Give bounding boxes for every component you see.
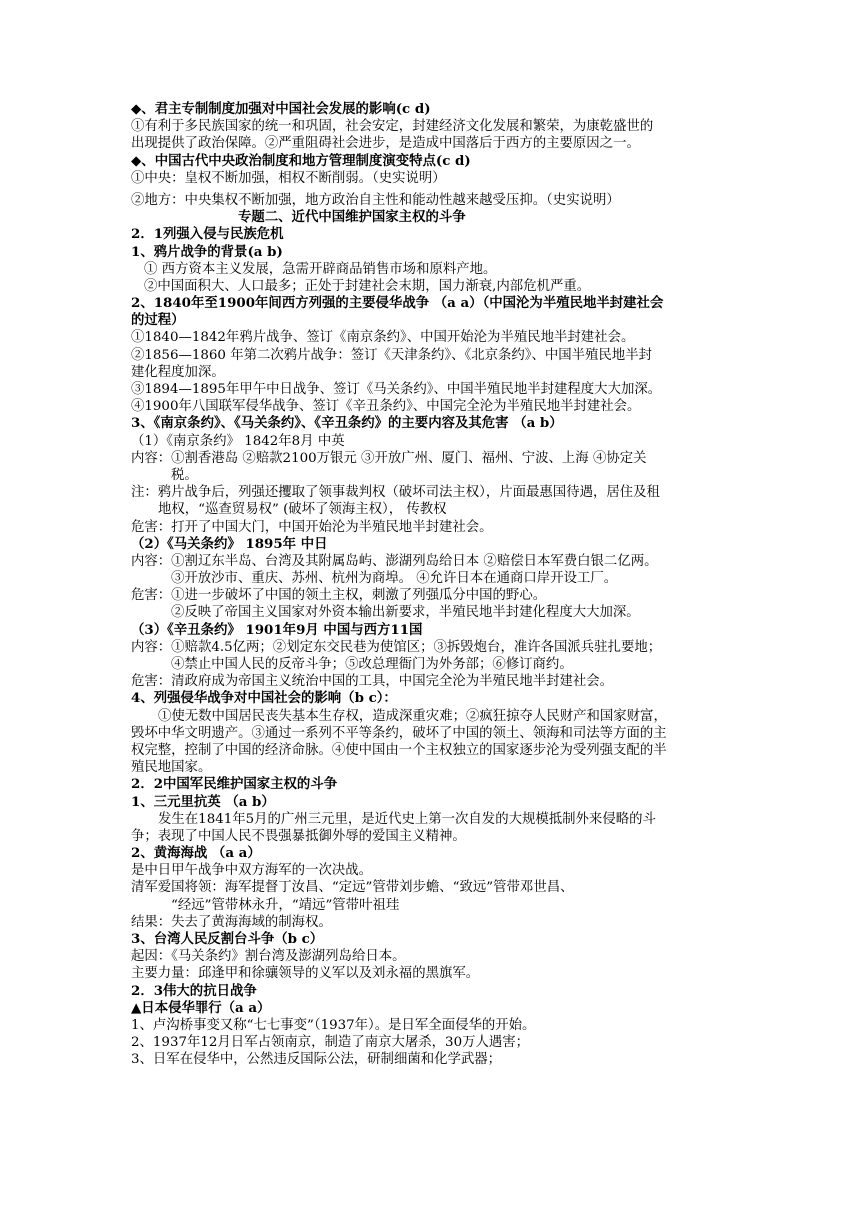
text-line: 内容：①割香港岛 ②赔款2100万银元 ③开放广州、厦门、福州、宁波、上海 ④协定关	[131, 450, 647, 466]
treaty-heading: （3）《辛丑条约》 1901年9月 中国与西方11国	[131, 621, 423, 638]
text-line: ②反映了帝国主义国家对外资本输出新要求，半殖民地半封建化程度大大加深。	[171, 605, 640, 621]
text-line: ①1840—1842年鸦片战争、签订《南京条约》、中国开始沦为半殖民地半封建社会。	[131, 330, 635, 346]
item-heading: 1、三元里抗英 （a b）	[131, 793, 275, 810]
text-line: ④1900年八国联军侵华战争、签订《辛丑条约》、中国完全沦为半殖民地半封建社会。	[131, 399, 641, 415]
item-heading: ▲日本侵华罪行（a a）	[131, 999, 271, 1016]
text-line: ④禁止中国人民的反帝斗争；⑤改总理衙门为外务部；⑥修订商约。	[171, 657, 573, 672]
text-line: 权完整，控制了中国的经济命脉。④使中国由一个主权独立的国家逐步沦为受列强支配的半	[131, 742, 667, 758]
text-line: 危害：打开了中国大门，中国开始沦为半殖民地半封建社会。	[131, 519, 493, 535]
text-line: 2、1937年12月日军占领南京，制造了南京大屠杀，30万人遇害；	[131, 1035, 530, 1051]
text-line: ②1856—1860 年第二次鸦片战争：签订《天津条约》、《北京条约》、中国半殖民地半封	[131, 347, 652, 363]
text-line: 毁坏中华文明遗产。③通过一系列不平等条约，破坏了中国的领土、领海和司法等方面的主	[131, 725, 667, 741]
text-line: 起因：《马关条约》割台湾及澎湖列岛给日本。	[131, 949, 406, 965]
text-line: 结果：失去了黄海海域的制海权。	[131, 914, 332, 930]
text-line: 发生在1841年5月的广州三元里，是近代史上第一次自发的大规模抵制外来侵略的斗	[158, 811, 656, 827]
item-heading: 2、黄海海战 （a a）	[131, 845, 261, 862]
text-line: 3、日军在侵华中，公然违反国际公法，研制细菌和化学武器；	[131, 1052, 502, 1068]
text-line: 清军爱国将领：海军提督丁汝昌、“定远”管带刘步蟾、“致远”管带邓世昌、	[131, 880, 574, 896]
text-line: 1、卢沟桥事变又称“七七事变”（1937年）。是日军全面侵华的开始。	[131, 1017, 536, 1033]
text-line: ①使无数中国居民丧失基本生存权，造成深重灾难；②疯狂掠夺人民财产和国家财富，	[158, 708, 667, 724]
subsection-heading: 2．1列强入侵与民族危机	[131, 226, 284, 243]
text-line: ③1894—1895年甲午中日战争、签订《马关条约》、中国半殖民地半封建程度大大加深。	[131, 382, 662, 397]
text-line: 殖民地国家。	[131, 760, 212, 776]
text-line: ①有利于多民族国家的统一和巩固，社会安定，封建经济文化发展和繁荣，为康乾盛世的	[131, 119, 654, 135]
subsection-heading: 2．3伟大的抗日战争	[131, 982, 257, 999]
text-line: 地权，“巡查贸易权” (破坏了领海主权）， 传教权	[158, 502, 447, 518]
text-line: 危害：清政府成为帝国主义统治中国的工具，中国完全沦为半殖民地半封建社会。	[131, 674, 614, 690]
item-heading: 4、列强侵华战争对中国社会的影响（b c）：	[131, 690, 397, 707]
text-line: 内容：①割辽东半岛、台湾及其附属岛屿、澎湖列岛给日本 ②赔偿日本军费白银二亿两。	[131, 553, 658, 569]
text-line: 主要力量：邱逢甲和徐骧领导的义军以及刘永福的黑旗军。	[131, 966, 480, 982]
text-line: ③开放沙市、重庆、苏州、杭州为商埠。 ④允许日本在通商口岸开设工厂。	[171, 571, 618, 587]
section-heading: ◆、中国古代中央政治制度和地方管理制度演变特点(c d)	[131, 152, 471, 169]
text-line: ②地方：中央集权不断加强，地方政治自主性和能动性越来越受压抑。（史实说明）	[131, 192, 620, 208]
text-line: 内容：①赔款4.5亿两；②划定东交民巷为使馆区；③拆毁炮台，准许各国派兵驻扎要地；	[131, 639, 662, 655]
topic-title: 专题二、近代中国维护国家主权的斗争	[238, 209, 466, 226]
text-line: 危害：①进一步破坏了中国的领土主权，刺激了列强瓜分中国的野心。	[131, 588, 547, 604]
treaty-heading: （2）《马关条约》 1895年 中日	[131, 535, 328, 552]
document-body	[131, 101, 733, 1069]
item-heading: 3、台湾人民反割台斗争（b c）	[131, 931, 324, 947]
item-heading: 3、《南京条约》、《马关条约》、《辛丑条约》的主要内容及其危害 （a b）	[131, 415, 563, 432]
text-line: “经远”管带林永升，“靖远”管带叶祖珪	[171, 897, 400, 913]
text-line: 是中日甲午战争中双方海军的一次决战。	[131, 863, 373, 879]
text-line: ① 西方资本主义发展，急需开辟商品销售市场和原料产地。	[144, 261, 497, 277]
text-line: 出现提供了政治保障。②严重阻碍社会进步，是造成中国落后于西方的主要原因之一。	[131, 136, 640, 152]
item-heading: 2、1840年至1900年间西方列强的主要侵华战争 （a a）（中国沦为半殖民地半封建社会	[131, 295, 664, 312]
treaty-heading: （1）《南京条约》 1842年8月 中英	[131, 433, 345, 449]
text-line: 建化程度加深。	[131, 364, 225, 380]
text-line: 注：鸦片战争后，列强还攫取了领事裁判权（破坏司法主权），片面最惠国待遇，居住及租	[131, 485, 660, 501]
text-line: ②中国面积大、人口最多；正处于封建社会末期，国力渐衰,内部危机严重。	[144, 278, 591, 294]
item-heading: 的过程）	[131, 312, 185, 329]
section-heading: ◆、君主专制制度加强对中国社会发展的影响(c d)	[131, 101, 431, 117]
subsection-heading: 2．2中国军民维护国家主权的斗争	[131, 776, 338, 793]
text-line: 争；表现了中国人民不畏强暴抵御外辱的爱国主义精神。	[131, 828, 466, 844]
text-line: ①中央：皇权不断加强，相权不断削弱。（史实说明）	[131, 170, 446, 186]
item-heading: 1、鸦片战争的背景(a b)	[131, 243, 283, 260]
text-line: 税。	[171, 467, 198, 483]
